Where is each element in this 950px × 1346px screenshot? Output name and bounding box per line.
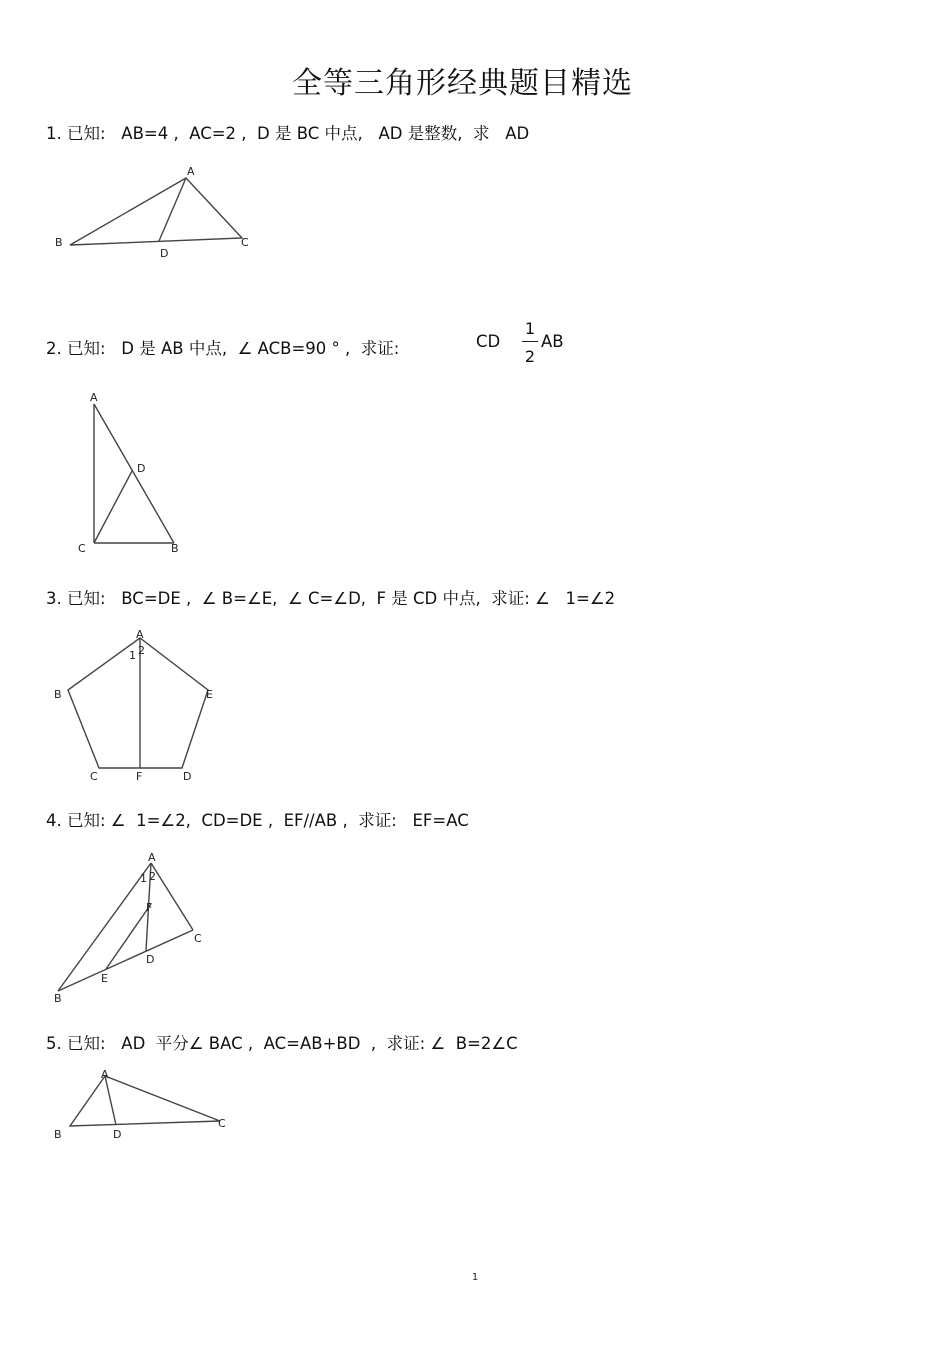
- vertex-label-a: A: [90, 391, 98, 404]
- vertex-label-d: D: [160, 247, 169, 260]
- vertex-label-d: D: [146, 953, 155, 966]
- vertex-label-d: D: [137, 462, 146, 475]
- vertex-label-a: A: [101, 1068, 109, 1081]
- vertex-label-b: B: [54, 1128, 62, 1141]
- vertex-label-e: E: [101, 972, 108, 985]
- vertex-label-c: C: [241, 236, 249, 249]
- angle-label-2: 2: [149, 870, 156, 883]
- problem-1-statement: 1. 已知: AB=4 , AC=2 , D 是 BC 中点, AD 是整数, 求 AD: [46, 124, 530, 143]
- vertex-label-a: A: [187, 165, 195, 178]
- problem-2-statement: 2. 已知: D 是 AB 中点, ∠ ACB=90 ° , 求证:: [46, 339, 400, 358]
- vertex-label-f: F: [146, 901, 153, 914]
- vertex-label-a: A: [136, 628, 144, 641]
- vertex-label-b: B: [54, 992, 62, 1005]
- vertex-label-a: A: [148, 851, 156, 864]
- page-title: 全等三角形经典题目精选: [292, 66, 633, 101]
- angle-label-1: 1: [129, 649, 136, 662]
- vertex-label-f: F: [136, 770, 143, 783]
- vertex-label-c: C: [90, 770, 98, 783]
- vertex-label-c: C: [218, 1117, 226, 1130]
- vertex-label-b: B: [55, 236, 63, 249]
- problem-5-statement: 5. 已知: AD 平分∠ BAC , AC=AB+BD , 求证: ∠ B=2∠C: [46, 1034, 518, 1053]
- fraction-numerator: 1: [524, 319, 536, 338]
- vertex-label-d: D: [183, 770, 192, 783]
- page-number: 1: [471, 1272, 479, 1283]
- vertex-label-b: B: [171, 542, 179, 555]
- angle-label-2: 2: [138, 644, 145, 657]
- angle-label-1: 1: [140, 872, 147, 885]
- vertex-label-b: B: [54, 688, 62, 701]
- vertex-label-c: C: [78, 542, 86, 555]
- problem-3-statement: 3. 已知: BC=DE , ∠ B=∠E, ∠ C=∠D, F 是 CD 中点, 求证: ∠ 1=∠2: [46, 589, 616, 608]
- problem-4-statement: 4. 已知: ∠ 1=∠2, CD=DE , EF//AB , 求证: EF=AC: [46, 811, 469, 830]
- vertex-label-e: E: [206, 688, 213, 701]
- formula-lhs: CD: [476, 332, 501, 351]
- formula-rhs: AB: [541, 332, 564, 351]
- vertex-label-c: C: [194, 932, 202, 945]
- vertex-label-d: D: [113, 1128, 122, 1141]
- fraction-denominator: 2: [524, 347, 536, 366]
